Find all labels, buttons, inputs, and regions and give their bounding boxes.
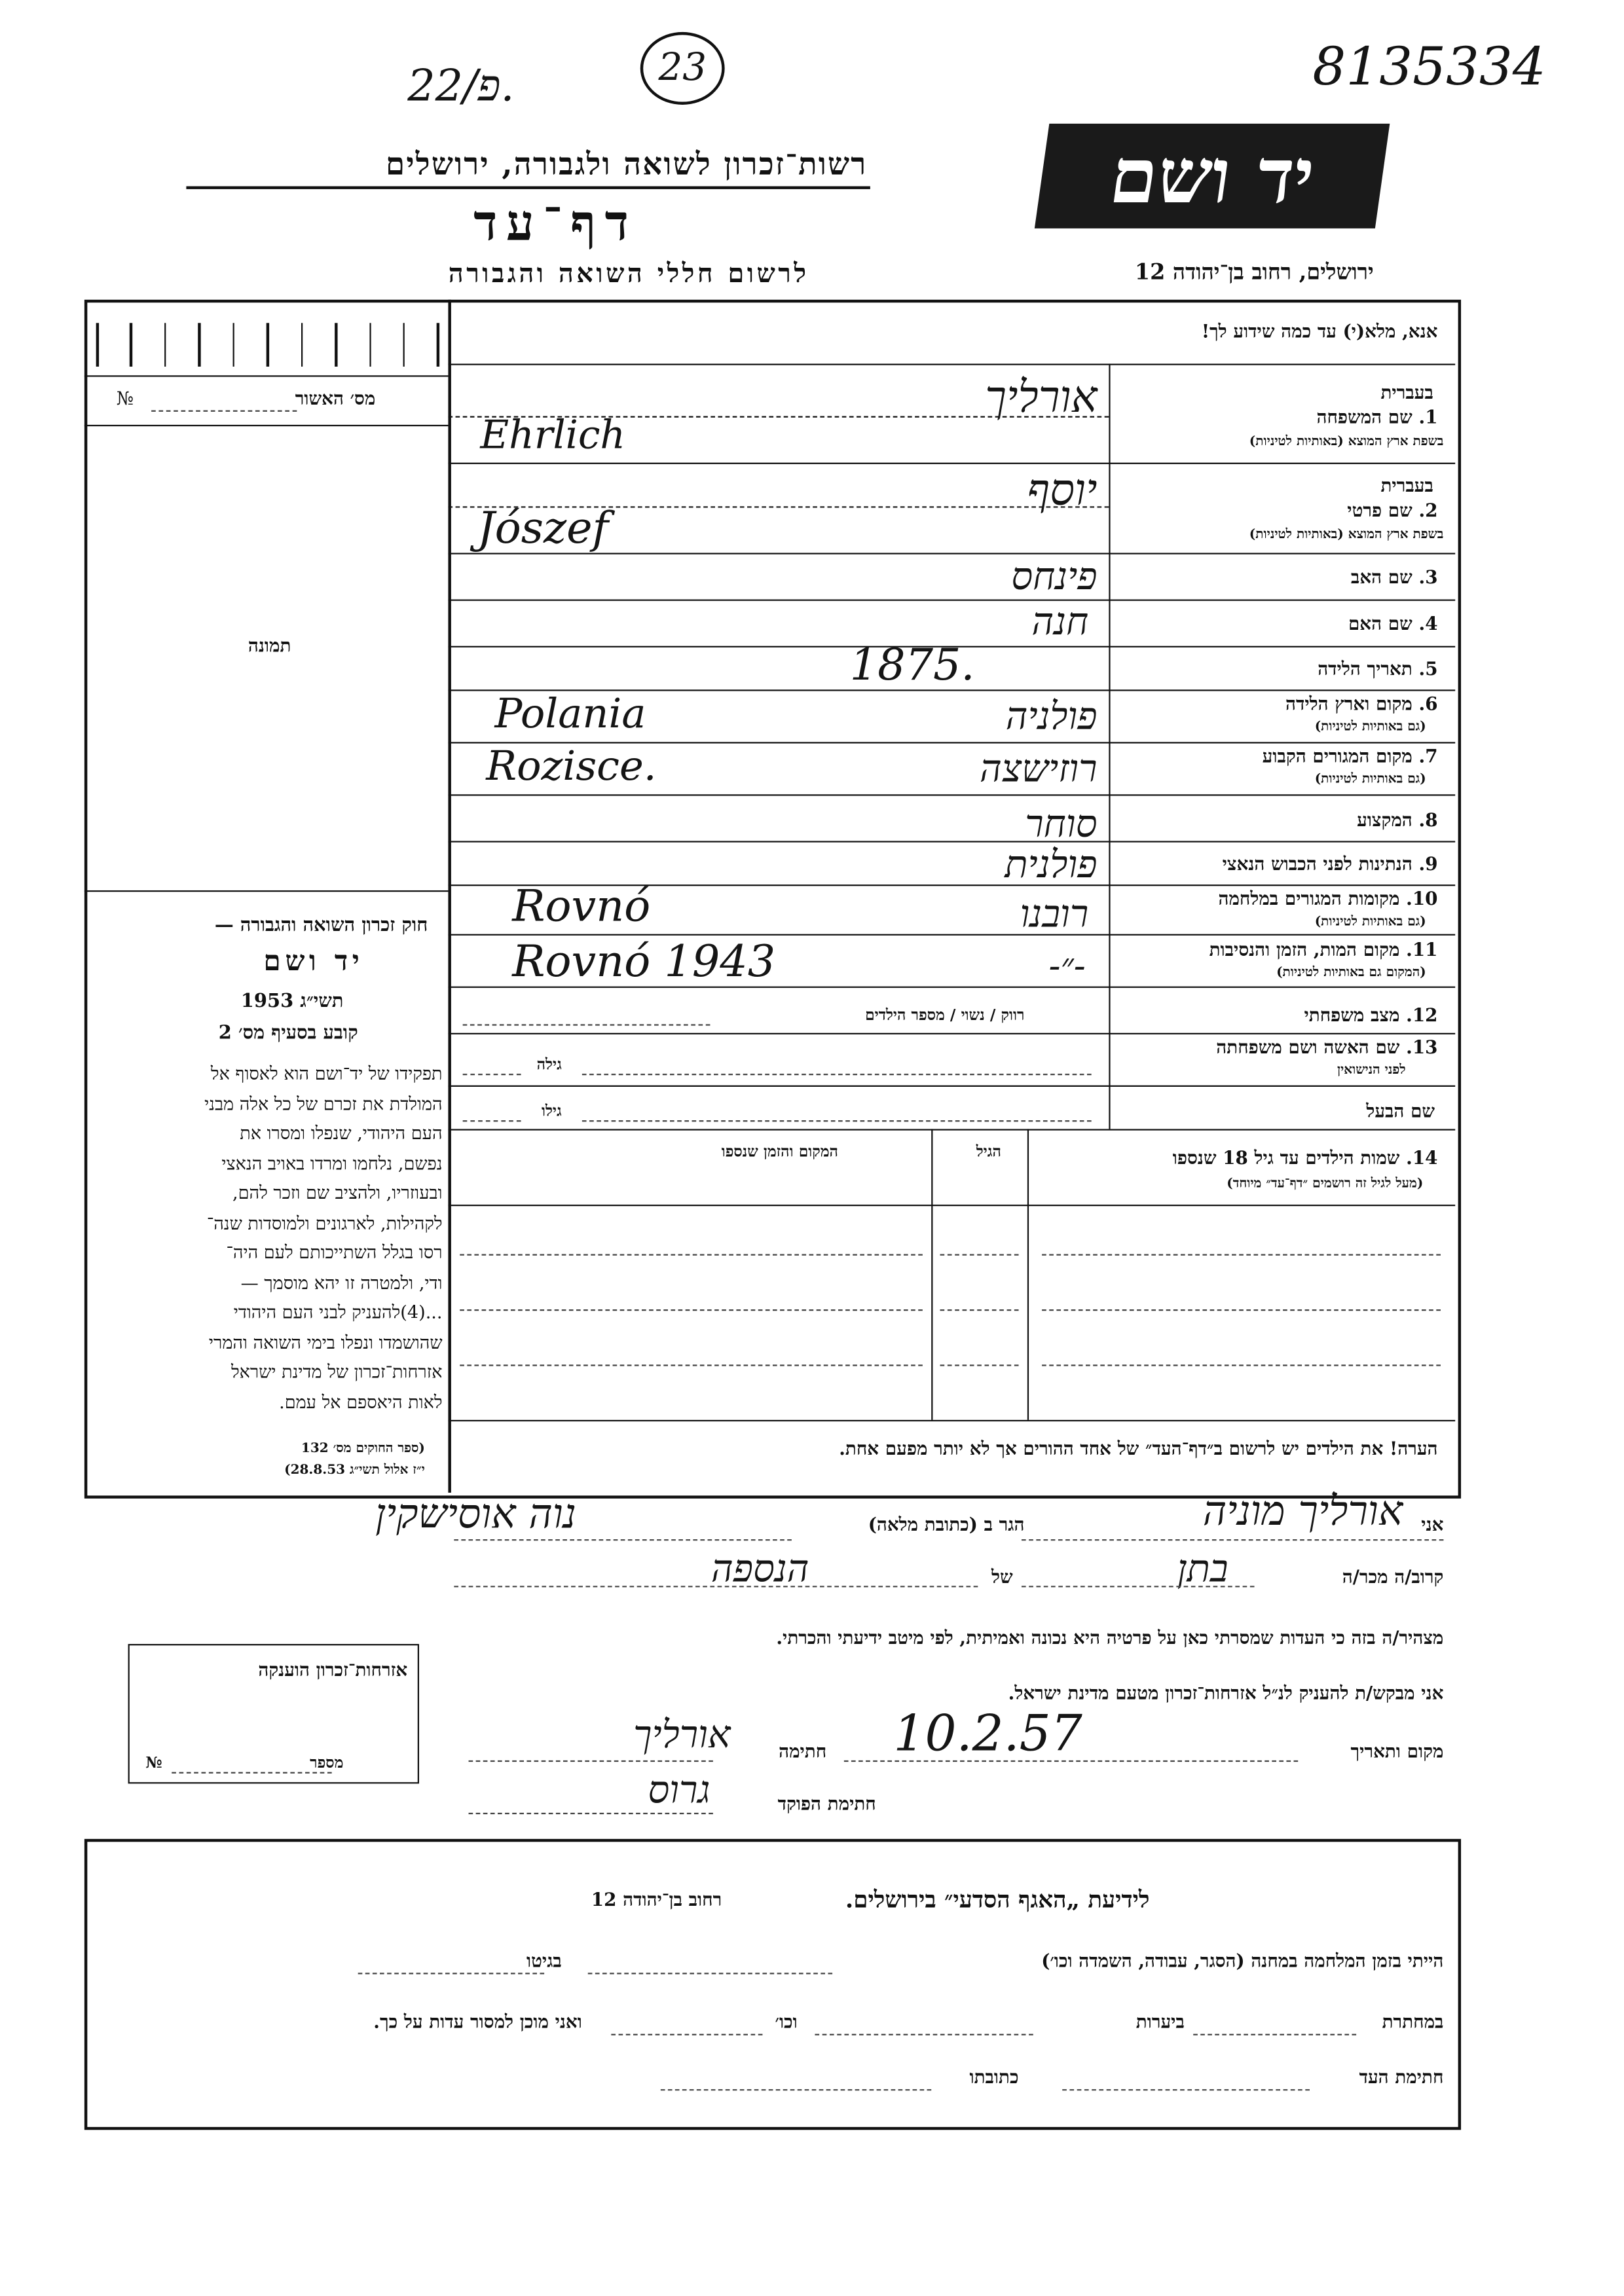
- deceased-ref-line[interactable]: [454, 1586, 978, 1587]
- law-text-block: [87, 1059, 442, 1417]
- field-11-label: מקום המות, הזמן והנסיבות: [1209, 938, 1400, 960]
- signature-line[interactable]: [469, 1760, 713, 1762]
- law-line: רסו בגלל השתייכותם לעם היה־: [226, 1242, 443, 1263]
- field-3-number: 3.: [1418, 566, 1438, 588]
- row-line: [448, 1129, 1455, 1130]
- wartime-residence-latin[interactable]: Rovnó: [512, 881, 651, 933]
- field-5-number: 5.: [1418, 657, 1438, 680]
- photo-label: תמונה: [248, 634, 291, 657]
- of-label: של: [991, 1565, 1013, 1588]
- field-13-label: שם האשה ושם משפחתה: [1216, 1036, 1400, 1058]
- law-line: תפקידו של יד־ושם הוא לאסוף אל: [210, 1063, 443, 1084]
- declarant-name[interactable]: אורליך מוניה: [1202, 1487, 1403, 1535]
- field-8-number: 8.: [1418, 809, 1438, 831]
- ghetto-label: בגיטו: [526, 1949, 562, 1972]
- witness-address-line[interactable]: [661, 2089, 931, 2090]
- declaration-date[interactable]: 10.2.57: [893, 1705, 1082, 1764]
- marital-status-options[interactable]: רווק / נשוי / מספר הילדים: [865, 1006, 1025, 1025]
- field-14-number: 14.: [1406, 1146, 1438, 1169]
- law-title: חוק זכרון השואה והגבורה —: [214, 915, 428, 938]
- ghetto-line[interactable]: [358, 1973, 544, 1974]
- law-year: תשי״ג 1953: [240, 991, 344, 1013]
- children-row-line[interactable]: [460, 1309, 923, 1311]
- camp-line[interactable]: [588, 1973, 832, 1974]
- law-line: אזרחות־זכרון של מדינת ישראל: [231, 1361, 443, 1383]
- officer-signature[interactable]: גרוס: [648, 1769, 710, 1813]
- witness-signature-label: חתימת העד: [1359, 2066, 1444, 2088]
- field-7-sub: (גם באותיות לטיניות): [1314, 772, 1426, 788]
- code-boxes-bottom: [84, 375, 449, 376]
- field-2-label: שם פרטי: [1347, 499, 1412, 521]
- field-8-label: המקצוע: [1357, 809, 1412, 831]
- info-box: [84, 1839, 1461, 2130]
- profession[interactable]: סוחר: [1025, 803, 1098, 847]
- children-place-header: המקום והזמן שנספו: [721, 1143, 838, 1161]
- place-date-line[interactable]: [844, 1760, 1298, 1762]
- wartime-residence-hebrew[interactable]: רובנו: [1020, 893, 1089, 938]
- declarant-name-line[interactable]: [1022, 1539, 1443, 1540]
- resides-label: הגר ב (כתובת מלאה): [868, 1513, 1025, 1535]
- witness-signature-line[interactable]: [1062, 2089, 1310, 2090]
- officer-signature-label: חתימת הפוקד: [777, 1792, 876, 1815]
- law-line: ובעוזריו, ולהציב שם וזכר להם,: [232, 1182, 443, 1203]
- children-row-line[interactable]: [940, 1364, 1019, 1366]
- first-name-latin[interactable]: Jószef: [477, 503, 609, 555]
- row-line: [448, 794, 1455, 795]
- law-line: לאות היאספם אל עמם.: [279, 1391, 443, 1412]
- relative-label: קרוב/ה מכר/ה: [1342, 1565, 1444, 1588]
- husband-name-label: שם הבעל: [1366, 1099, 1435, 1122]
- field-9-label: הנתינות לפני הכבוש הנאצי: [1222, 852, 1412, 875]
- field-1-number: 1.: [1418, 405, 1438, 428]
- officer-signature-line[interactable]: [469, 1813, 713, 1814]
- law-reference-2: י״ז אלול תשי״ג 28.8.53): [284, 1463, 425, 1478]
- field-2-number: 2.: [1418, 499, 1438, 521]
- photo-bottom-line: [84, 890, 449, 892]
- law-line: לקהילות, לארגונים ולמוסדות שנה־: [206, 1212, 443, 1233]
- law-line: ודי, ולמטרה זו יהא מוסמך —: [240, 1272, 443, 1293]
- father-name[interactable]: פינחס: [1011, 555, 1098, 600]
- wife-age-line[interactable]: [463, 1074, 521, 1075]
- field-1-sub: בשפת ארץ המוצא (באותיות לטיניות): [1249, 435, 1444, 450]
- witness-address-label: כתובתו: [969, 2066, 1019, 2088]
- row-line: [448, 600, 1455, 601]
- label-column-divider: [1109, 364, 1110, 1129]
- children-age-header: הגיל: [976, 1143, 1001, 1161]
- law-line: המולדת את זכרם של כל אלה מבני: [204, 1093, 443, 1114]
- row-line: [448, 1085, 1455, 1087]
- header-address: ירושלים, רחוב בן־יהודה 12: [1134, 259, 1374, 285]
- field-10-sub: (גם באותיות לטיניות): [1314, 915, 1426, 930]
- memorial-box-title: אזרחות־זכרון הוענקה: [258, 1658, 408, 1681]
- field-11-number: 11.: [1406, 938, 1438, 960]
- field-4-number: 4.: [1418, 612, 1438, 634]
- field-1-lang: בעברית: [1380, 381, 1433, 403]
- field-6-number: 6.: [1418, 692, 1438, 715]
- family-name-latin[interactable]: Ehrlich: [480, 413, 626, 458]
- law-section: קובע בסעיף מס׳ 2: [218, 1023, 358, 1045]
- children-note: (מעל לגיל זה רושמים ״דף־עד״ מיוחד): [1227, 1176, 1424, 1192]
- field-5-label: תאריך הלידה: [1318, 657, 1412, 680]
- children-remark: הערה! את הילדים יש לרשום ב״דף־העד״ של אחד ההורים אך לא יותר מפעם אחת.: [839, 1437, 1438, 1459]
- memorial-number-line[interactable]: [172, 1772, 331, 1774]
- ready-to-testify: ואני מוכן למסור עדות על כך.: [373, 2011, 582, 2033]
- birth-place-hebrew[interactable]: פולניה: [1005, 695, 1098, 739]
- first-name-hebrew[interactable]: יוסף: [1027, 465, 1098, 517]
- children-row-line[interactable]: [1042, 1364, 1441, 1366]
- row-line: [448, 1033, 1455, 1034]
- circled-page-number: [640, 32, 725, 105]
- family-name-hebrew[interactable]: אורליך: [985, 372, 1098, 424]
- death-place-hebrew[interactable]: -״-: [1048, 945, 1086, 987]
- children-col-divider: [1027, 1129, 1029, 1419]
- row-line: [448, 934, 1455, 936]
- field-12-label: מצב משפחתי: [1304, 1004, 1400, 1026]
- declarant-address-line[interactable]: [454, 1539, 792, 1540]
- signature-label: חתימה: [779, 1740, 827, 1762]
- remark-top-line: [448, 1420, 1455, 1421]
- approval-number-label: מס׳ האשור: [295, 387, 376, 409]
- authority-name: רשות־זכרון לשואה ולגבורה, ירושלים: [385, 145, 868, 182]
- info-title: לידיעת „האגף הסדעי״ בירושלים.: [845, 1885, 1150, 1914]
- authority-underline: [186, 186, 870, 189]
- field-6-sub: (גם באותיות לטיניות): [1314, 720, 1426, 735]
- law-line: העם היהודי, שנפלו ומסרו את: [240, 1123, 443, 1144]
- children-row-line[interactable]: [940, 1309, 1019, 1311]
- field-13-sub: לפני הנישואין: [1337, 1063, 1406, 1078]
- field-3-label: שם האב: [1350, 566, 1412, 588]
- circled-number-text: 23: [658, 46, 707, 90]
- etc-line[interactable]: [611, 2034, 762, 2035]
- field-9-number: 9.: [1418, 852, 1438, 875]
- residence-latin[interactable]: Rozisce.: [486, 742, 657, 790]
- husband-age-line[interactable]: [463, 1120, 521, 1121]
- field-7-number: 7.: [1418, 744, 1438, 767]
- field-2-sub: בשפת ארץ המוצא (באותיות לטיניות): [1249, 528, 1444, 543]
- declaration-statement: מצהיר/ה בזה כי העדות שמסרתי כאן על פרטיה היא נכונה ואמיתית, לפי מיטב ידיעתי והכרתי.: [776, 1626, 1444, 1649]
- law-logo: יד ושם: [263, 945, 364, 978]
- field-11-sub: (המקום גם באותיות לטיניות): [1276, 966, 1426, 981]
- etc-label: וכו׳: [775, 2011, 798, 2033]
- field-13-number: 13.: [1406, 1036, 1438, 1058]
- children-row-line[interactable]: [940, 1254, 1019, 1256]
- row-line: [448, 841, 1455, 842]
- code-boxes: [96, 323, 439, 367]
- memorial-number-sign: №: [145, 1754, 162, 1772]
- deceased-ref[interactable]: הנספה: [710, 1548, 809, 1592]
- form-title: דף־עד: [473, 194, 638, 253]
- relation-value[interactable]: בתן: [1177, 1548, 1228, 1592]
- marital-children-line[interactable]: [463, 1024, 710, 1025]
- relation-line[interactable]: [1022, 1586, 1255, 1587]
- file-number: 8135334: [1312, 37, 1546, 98]
- declarant-signature[interactable]: אורליך: [633, 1713, 731, 1758]
- children-row-line[interactable]: [1042, 1309, 1441, 1311]
- death-place-latin[interactable]: Rovnó 1943: [512, 937, 776, 988]
- birth-place-latin[interactable]: Polania: [494, 689, 646, 738]
- place-date-label: מקום ותאריך: [1350, 1740, 1444, 1762]
- underground-line[interactable]: [1193, 2034, 1356, 2035]
- residence-hebrew[interactable]: רוזישצה: [980, 748, 1098, 792]
- underground-label: במחתרת: [1382, 2011, 1444, 2033]
- field-4-label: שם האם: [1348, 612, 1412, 634]
- law-line: שהושמדו ונפלו בימי השואה והמרי: [208, 1332, 443, 1353]
- husband-age-label: גילו: [542, 1102, 562, 1121]
- left-panel-divider: [448, 300, 451, 1493]
- husband-name-line[interactable]: [582, 1120, 1092, 1121]
- declaration-ani: אני: [1421, 1513, 1444, 1535]
- law-line: ...(4)להעניק לבני העם היהודי: [233, 1302, 443, 1322]
- field-10-number: 10.: [1406, 887, 1438, 909]
- camp-line-label: הייתי בזמן המלחמה במחנה (הסגר, עבודה, השמדה וכו׳): [1041, 1949, 1444, 1972]
- children-title: שמות הילדים עד גיל 18 שנספו: [1172, 1146, 1400, 1169]
- field-12-number: 12.: [1406, 1004, 1438, 1026]
- law-reference-1: (ספר החוקים מס׳ 132: [301, 1442, 425, 1457]
- wife-age-label: גילה: [536, 1056, 562, 1074]
- birth-date[interactable]: 1875.: [849, 640, 975, 691]
- memorial-number-label: מספר: [310, 1754, 344, 1772]
- law-line: נפשם, נלחמו ומרדו באויב הנאצי: [221, 1153, 443, 1174]
- approval-number-line[interactable]: [151, 410, 297, 412]
- children-row-line[interactable]: [1042, 1254, 1441, 1256]
- forests-line[interactable]: [815, 2034, 1033, 2035]
- handwritten-reference: 22/פ.: [407, 61, 515, 113]
- yad-vashem-logo: [1035, 124, 1390, 228]
- children-header-line: [448, 1205, 1455, 1206]
- instruction-underline: [448, 364, 1455, 365]
- children-row-line[interactable]: [460, 1254, 923, 1256]
- mother-name[interactable]: חנה: [1031, 600, 1089, 645]
- logo-text: יד ושם: [1104, 132, 1320, 221]
- field-1-label: שם המשפחה: [1316, 405, 1412, 428]
- memorial-request: אני מבקש/ת להעניק לנ״ל אזרחות־זכרון מטעם מדינת ישראל.: [1008, 1681, 1444, 1704]
- forests-label: ביערות: [1135, 2011, 1185, 2033]
- nationality[interactable]: פולנית: [1005, 843, 1098, 888]
- approval-no-sign: №: [116, 387, 134, 409]
- info-address: רחוב בן־יהודה 12: [591, 1888, 722, 1910]
- field-10-label: מקומות המגורים במלחמה: [1218, 887, 1400, 909]
- fill-instruction: אנא, מלא(י) עד כמה שידוע לך!: [1201, 319, 1438, 342]
- field-6-label: מקום וארץ הלידה: [1285, 692, 1412, 715]
- children-row-line[interactable]: [460, 1364, 923, 1366]
- form-subtitle: לרשום חללי השואה והגבורה: [448, 259, 809, 290]
- row-line: [448, 463, 1455, 464]
- approval-bottom-line: [84, 425, 449, 426]
- declarant-address[interactable]: נוה אוסישקין: [375, 1489, 576, 1538]
- children-col-divider: [931, 1129, 932, 1419]
- field-7-label: מקום המגורים הקבוע: [1262, 744, 1412, 767]
- wife-name-line[interactable]: [582, 1074, 1092, 1075]
- field-2-lang: בעברית: [1380, 474, 1433, 496]
